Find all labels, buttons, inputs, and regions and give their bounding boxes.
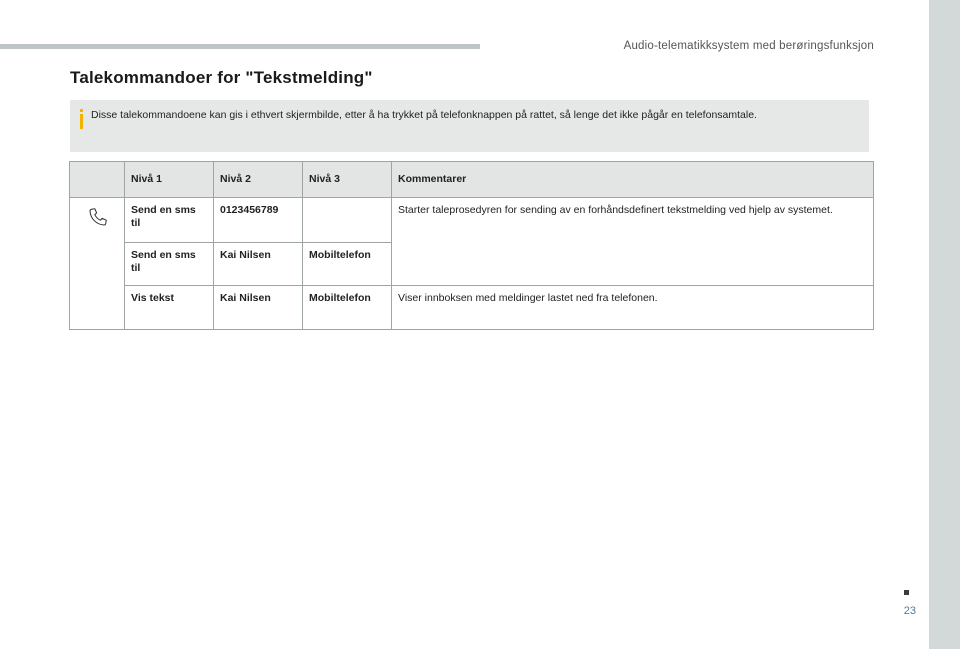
- table-cell-level1: Send en sms til: [125, 243, 214, 286]
- table-cell-level3: [303, 198, 392, 243]
- page-title: Talekommandoer for "Tekstmelding": [70, 68, 373, 87]
- table-cell-level3: Mobiltelefon: [303, 243, 392, 286]
- info-marker-icon: [77, 109, 87, 129]
- table-row: [70, 286, 874, 330]
- right-margin-band: [929, 0, 960, 649]
- corner-mark: [904, 590, 909, 595]
- command-table: [69, 161, 874, 330]
- info-box: [70, 100, 869, 152]
- running-head: Audio-telematikksystem med berøringsfunksjon: [623, 40, 874, 52]
- info-text: Disse talekommandoene kan gis i ethvert skjermbilde, etter å ha trykket på telefonknappen på rattet, så lenge det ikke pågår en telefonsamtale.: [91, 109, 757, 121]
- table-header-cell: Nivå 3: [303, 162, 392, 198]
- table-cell-level3: Mobiltelefon: [303, 286, 392, 330]
- table-cell-comment: Viser innboksen med meldinger lastet ned fra telefonen.: [392, 286, 874, 330]
- table-row: [70, 198, 874, 243]
- table-header-cell: Nivå 1: [125, 162, 214, 198]
- table-header-icon-cell: [70, 162, 125, 198]
- table-cell-level2: Kai Nilsen: [214, 243, 303, 286]
- table-header-cell: Kommentarer: [392, 162, 874, 198]
- table-cell-level2: Kai Nilsen: [214, 286, 303, 330]
- table-header-row: [70, 162, 874, 198]
- table-cell-level1: Vis tekst: [125, 286, 214, 330]
- table-cell-level2: 0123456789: [214, 198, 303, 243]
- table-header-cell: Nivå 2: [214, 162, 303, 198]
- phone-icon: [87, 206, 109, 228]
- table-cell-comment: Starter taleprosedyren for sending av en forhåndsdefinert tekstmelding ved hjelp av systemet.: [392, 198, 874, 286]
- table-cell-level1: Send en sms til: [125, 198, 214, 243]
- table-icon-cell: [70, 198, 125, 330]
- page-number: 23: [903, 605, 916, 617]
